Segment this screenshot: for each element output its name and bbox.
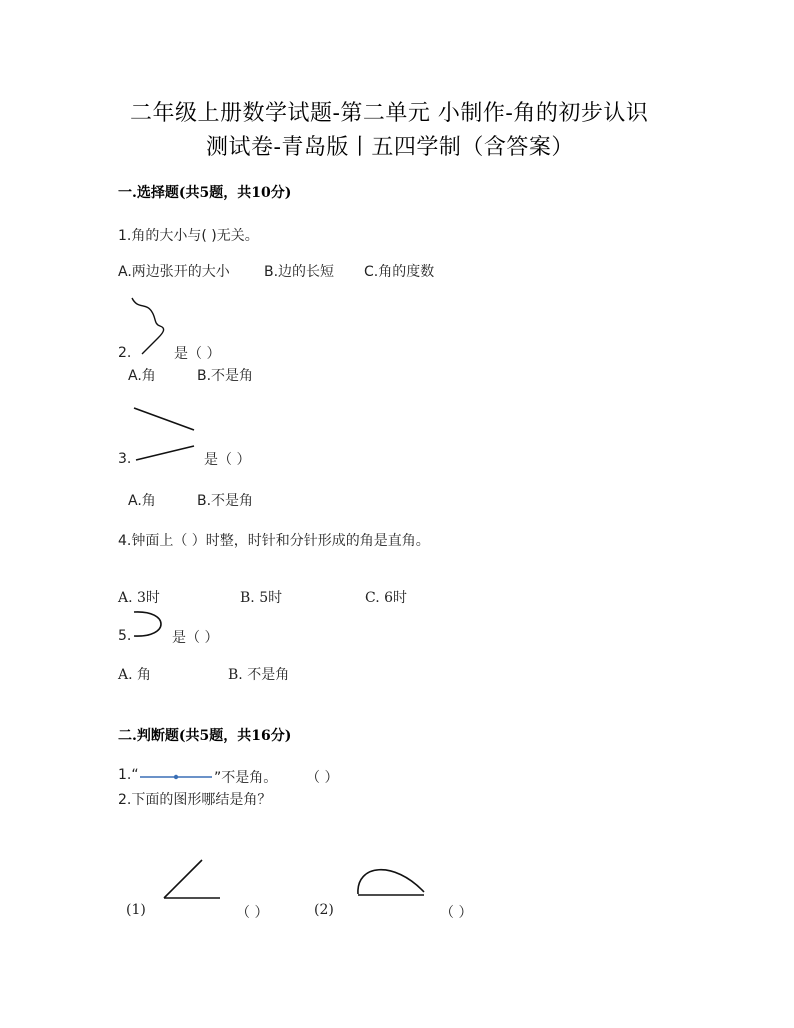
s2-q2-text: 2.下面的图形哪结是角？	[118, 792, 272, 808]
s2-q2-item2-blank: （ ）	[440, 905, 473, 921]
page-title-line2: 测试卷-青岛版丨五四学制（含答案）	[206, 135, 574, 160]
s2-q2-item1-blank: （ ）	[236, 905, 269, 921]
q2-option-a: A.角	[128, 368, 156, 384]
q2-number: 2.	[118, 345, 132, 361]
q4-option-c: C. 6时	[365, 590, 408, 606]
s2-q1-blank: （ ）	[306, 770, 339, 786]
q2-figure-curved-angle	[130, 296, 180, 358]
q4-option-a: A. 3时	[118, 590, 160, 606]
section1-heading: 一.选择题(共5题，共10分)	[118, 185, 292, 201]
q1-text: 1.角的大小与( )无关。	[118, 228, 259, 244]
q3-option-b: B.不是角	[197, 493, 254, 509]
q4-option-b: B. 5时	[240, 590, 283, 606]
q5-figure-curve	[130, 610, 168, 640]
q3-number: 3.	[118, 451, 132, 467]
s2-q2-item2-label: (2)	[314, 902, 334, 918]
q3-suffix: 是（ ）	[204, 452, 251, 468]
q1-option-b: B.边的长短	[264, 264, 335, 280]
page-title-line1: 二年级上册数学试题-第二单元 小制作-角的初步认识	[130, 101, 649, 126]
s2-q1-figure-line	[140, 772, 212, 782]
s2-q1-suffix: ”不是角。	[214, 770, 278, 786]
q1-option-c: C.角的度数	[364, 264, 435, 280]
section2-heading: 二.判断题(共5题，共16分)	[118, 728, 292, 744]
q3-option-a: A.角	[128, 493, 156, 509]
q5-option-b: B. 不是角	[228, 667, 290, 683]
s2-q2-figure-angle	[162, 858, 222, 902]
s2-q2-item1-label: (1)	[126, 902, 146, 918]
q3-figure-open-lines	[134, 404, 200, 464]
s2-q1-prefix: 1.“	[118, 767, 139, 783]
q2-option-b: B.不是角	[197, 368, 254, 384]
q5-number: 5.	[118, 628, 132, 644]
s2-q2-figure-curved	[354, 862, 428, 898]
q5-suffix: 是（ ）	[172, 630, 219, 646]
q5-option-a: A. 角	[118, 667, 152, 683]
q4-text: 4.钟面上（ ）时整，时针和分针形成的角是直角。	[118, 533, 430, 549]
q1-option-a: A.两边张开的大小	[118, 264, 230, 280]
q2-suffix: 是（ ）	[174, 346, 221, 362]
